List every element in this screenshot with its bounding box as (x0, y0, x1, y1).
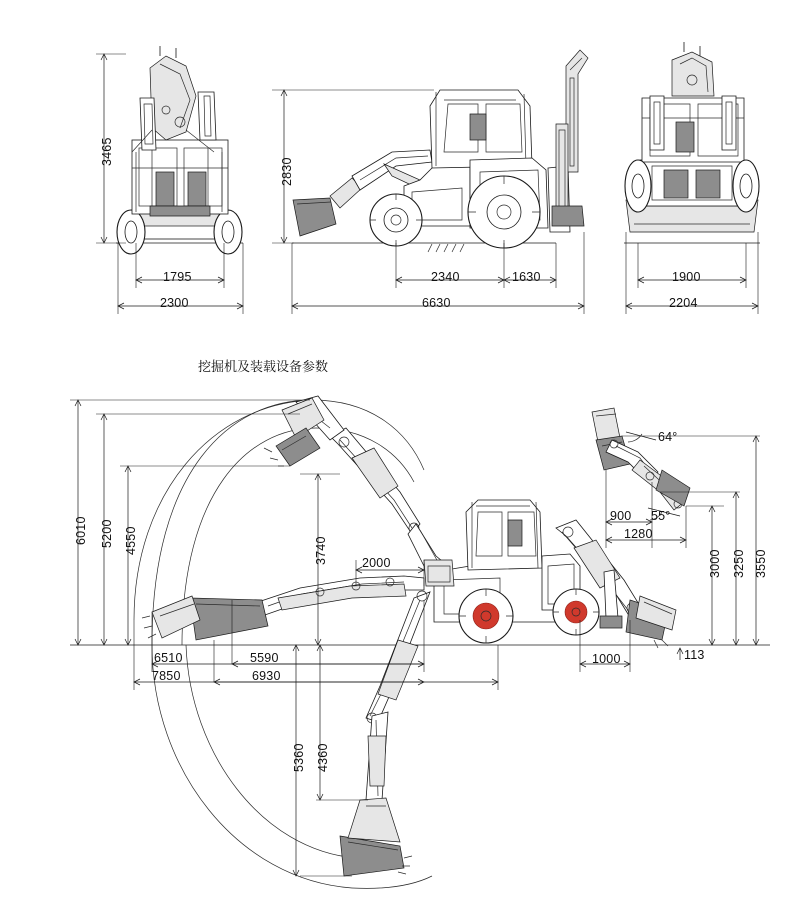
dim-6010: 6010 (74, 516, 88, 545)
dim-3000: 3000 (708, 549, 722, 578)
dim-4360: 4360 (316, 743, 330, 772)
dim-7850: 7850 (152, 669, 181, 683)
rear-view-machine (116, 46, 243, 254)
dim-1630: 1630 (512, 270, 541, 284)
dim-2830: 2830 (280, 157, 294, 186)
dim-2204: 2204 (669, 296, 698, 310)
working-range-diagram (70, 396, 770, 888)
dim-1000: 1000 (592, 652, 621, 666)
dim-1900: 1900 (672, 270, 701, 284)
dim-3250: 3250 (732, 549, 746, 578)
dim-5200: 5200 (100, 519, 114, 548)
dim-2340: 2340 (431, 270, 460, 284)
front-view-machine (624, 42, 760, 243)
dim-3740: 3740 (314, 536, 328, 565)
dim-6630: 6630 (422, 296, 451, 310)
dim-2000: 2000 (362, 556, 391, 570)
dim-5590: 5590 (250, 651, 279, 665)
dim-1795: 1795 (163, 270, 192, 284)
dim-3550: 3550 (754, 549, 768, 578)
dim-900: 900 (610, 509, 632, 523)
side-view-machine (292, 50, 588, 252)
dim-5360: 5360 (292, 743, 306, 772)
dim-4550: 4550 (124, 526, 138, 555)
dim-1280: 1280 (624, 527, 653, 541)
dim-6930: 6930 (252, 669, 281, 683)
angle-55: 55° (651, 509, 671, 523)
dim-6510: 6510 (154, 651, 183, 665)
dim-3465: 3465 (100, 137, 114, 166)
dim-2300: 2300 (160, 296, 189, 310)
dim-113: 113 (684, 648, 705, 662)
angle-64: 64° (658, 430, 678, 444)
section-title: 挖掘机及装载设备参数 (198, 359, 329, 374)
